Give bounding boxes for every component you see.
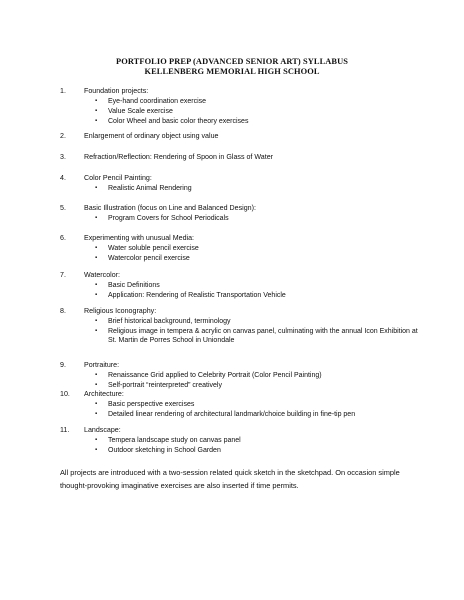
bullet-icon: ▪ (95, 371, 98, 378)
bullet-icon: ▪ (95, 117, 98, 124)
sub-bullet-text: Realistic Animal Rendering (108, 184, 192, 192)
sub-bullet-text: Basic Definitions (108, 281, 160, 289)
item-number: 10. (60, 390, 70, 398)
sub-bullet-text: Basic perspective exercises (108, 400, 195, 408)
item-heading: Landscape: (84, 426, 121, 434)
item-heading: Architecture: (84, 390, 124, 398)
bullet-icon: ▪ (95, 97, 98, 104)
sub-bullet-text: Tempera landscape study on canvas panel (108, 436, 241, 444)
bullet-icon: ▪ (95, 410, 98, 417)
sub-bullet-text: Value Scale exercise (108, 107, 173, 115)
item-number: 8. (60, 307, 66, 315)
item-number: 9. (60, 361, 66, 369)
item-number: 7. (60, 271, 66, 279)
item-heading: Experimenting with unusual Media: (84, 234, 195, 242)
bullet-icon: ▪ (95, 381, 98, 388)
sub-bullet-text: Religious image in tempera & acrylic on canvas panel, culminating with the annual Icon Exhibition at St. Martin de Porres School in Uniondale (108, 327, 418, 344)
item-number: 4. (60, 174, 66, 182)
sub-bullet-text: Color Wheel and basic color theory exercises (108, 117, 249, 125)
bullet-icon: ▪ (95, 327, 98, 334)
bullet-icon: ▪ (95, 446, 98, 453)
bullet-icon: ▪ (95, 214, 98, 221)
sub-bullet-text: Brief historical background, terminology (108, 317, 231, 325)
sub-bullet-text: Watercolor pencil exercise (108, 254, 190, 262)
bullet-icon: ▪ (95, 436, 98, 443)
item-heading: Portraiture: (84, 361, 120, 369)
sub-bullet-text: Renaissance Grid applied to Celebrity Portrait (Color Pencil Painting) (108, 371, 322, 379)
item-heading: Foundation projects: (84, 87, 149, 95)
sub-bullet-text: Water soluble pencil exercise (108, 244, 199, 252)
syllabus-title: PORTFOLIO PREP (ADVANCED SENIOR ART) SYLLABUS (115, 57, 348, 66)
item-heading: Basic Illustration (focus on Line and Balanced Design): (84, 204, 256, 212)
sub-bullet-text: Detailed linear rendering of architectural landmark/choice building in fine-tip pen (108, 410, 356, 418)
item-number: 11. (60, 426, 70, 434)
item-number: 5. (60, 204, 66, 212)
bullet-icon: ▪ (95, 244, 98, 251)
sub-bullet-text: Program Covers for School Periodicals (108, 214, 229, 222)
item-number: 1. (60, 87, 66, 95)
bullet-icon: ▪ (95, 281, 98, 288)
item-heading: Color Pencil Painting: (84, 174, 152, 182)
footer-note: All projects are introduced with a two-session related quick sketch in the sketchpad. On occasion simple thought-provoking imaginative exercises are also inserted if time permits. (60, 468, 400, 490)
item-number: 6. (60, 234, 66, 242)
bullet-icon: ▪ (95, 291, 98, 298)
bullet-icon: ▪ (95, 317, 98, 324)
sub-bullet-text: Application: Rendering of Realistic Transportation Vehicle (108, 291, 286, 299)
bullet-icon: ▪ (95, 107, 98, 114)
item-number: 2. (60, 132, 66, 140)
item-heading: Refraction/Reflection: Rendering of Spoon in Glass of Water (84, 153, 273, 161)
sub-bullet-text: Eye-hand coordination exercise (108, 97, 207, 105)
bullet-icon: ▪ (95, 400, 98, 407)
item-number: 3. (60, 153, 66, 161)
bullet-icon: ▪ (95, 254, 98, 261)
school-name: KELLENBERG MEMORIAL HIGH SCHOOL (144, 67, 320, 76)
sub-bullet-text: Self-portrait “reinterpreted” creatively (108, 381, 222, 389)
item-heading: Religious Iconography: (84, 307, 157, 315)
bullet-icon: ▪ (95, 184, 98, 191)
item-heading: Enlargement of ordinary object using value (84, 132, 219, 140)
sub-bullet-text: Outdoor sketching in School Garden (108, 446, 221, 454)
item-heading: Watercolor: (84, 271, 121, 279)
